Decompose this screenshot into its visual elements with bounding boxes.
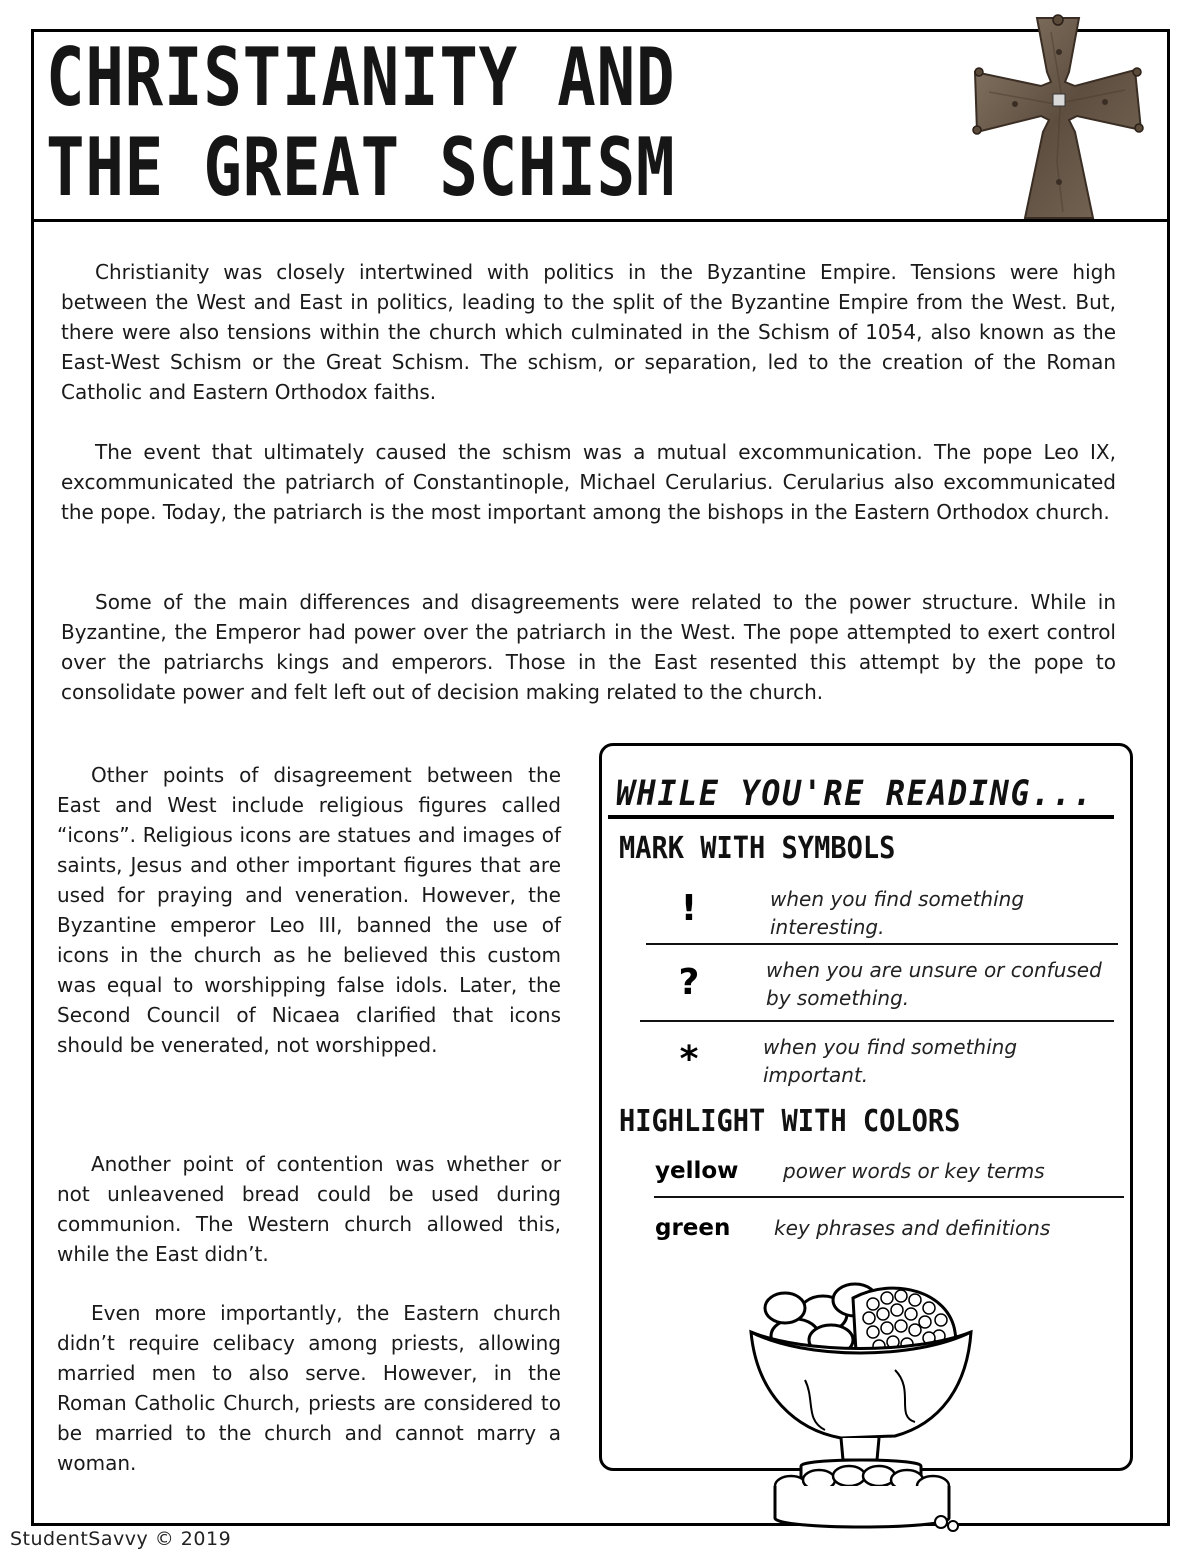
symbol-description-interesting: when you find something interesting. (770, 887, 1025, 939)
cross-icon (965, 12, 1151, 227)
exclamation-icon: ! (680, 888, 698, 929)
title-underline (608, 815, 1114, 819)
paragraph-power-structure: Some of the main differences and disagreements were related to the power structure. While in Byzantine, the Emperor had power over the patriarch in the West. The pope attempted to exert control over the patriarchs kings and emperors. Those in the East resented this attempt by the pope to consolidate power and felt left out of decision making related to the church. (61, 590, 1116, 704)
color-description-green: key phrases and definitions (774, 1216, 1051, 1240)
copyright-credit: StudentSavvy © 2019 (10, 1528, 232, 1550)
reading-guide-title: WHILE YOU'RE READING... (616, 774, 1094, 814)
paragraph-intro: Christianity was closely intertwined with politics in the Byzantine Empire. Tensions were high between the West and East in politics, leading to the split of the Byzantine Empire from the West. But, there were also tensions within the church which culminated in the Schism of 1054, also known as the East-West Schism or the Great Schism. The schism, or separation, led to the creation of the Roman Catholic and Eastern Orthodox faiths. (61, 260, 1116, 404)
paragraph-excommunication: The event that ultimately caused the schism was a mutual excommunication. The pope Leo IX, excommunicated the patriarch of Constantinople, Michael Cerularius. Cerularius also excommunicated the pope. Today, the patriarch is the most important among the bishops in the Eastern Orthodox church. (61, 440, 1116, 524)
asterisk-icon: * (679, 1039, 699, 1080)
divider (654, 1196, 1124, 1198)
mark-symbols-heading: MARK WITH SYMBOLS (619, 831, 896, 866)
color-description-yellow: power words or key terms (783, 1159, 1045, 1183)
symbol-description-important: when you find something important. (763, 1035, 1018, 1087)
paragraph-celibacy: Even more importantly, the Eastern church didn’t require celibacy among priests, allowing married men to also serve. However, in the Roman Catholic Church, priests are considered to be married to the church and cannot marry a woman. (57, 1301, 561, 1475)
paragraph-unleavened-bread: Another point of contention was whether or not unleavened bread could be used during communion. The Western church allowed this, while the East didn’t. (57, 1152, 561, 1266)
symbol-description-confused: when you are unsure or confused by something. (766, 958, 1102, 1010)
question-mark-icon: ? (678, 962, 700, 1003)
color-label-green: green (655, 1215, 731, 1241)
color-label-yellow: yellow (655, 1158, 739, 1184)
paragraph-icons: Other points of disagreement between the East and West include religious figures called “icons”. Religious icons are statues and images of saints, Jesus and other important figures that are used for praying and veneration. However, the Byzantine emperor Leo III, banned the use of icons in the church as he believed this custom was equal to worshipping false idols. Later, the Second Council of Nicaea clarified that icons should be venerated, not worshipped. (57, 763, 561, 1057)
highlight-colors-heading: HIGHLIGHT WITH COLORS (619, 1104, 961, 1139)
divider (646, 943, 1118, 945)
chalice-bread-illustration (745, 1270, 975, 1532)
page-title-line-1: CHRISTIANITY AND (46, 31, 676, 124)
divider (640, 1020, 1114, 1022)
page-title-line-2: THE GREAT SCHISM (46, 121, 676, 214)
